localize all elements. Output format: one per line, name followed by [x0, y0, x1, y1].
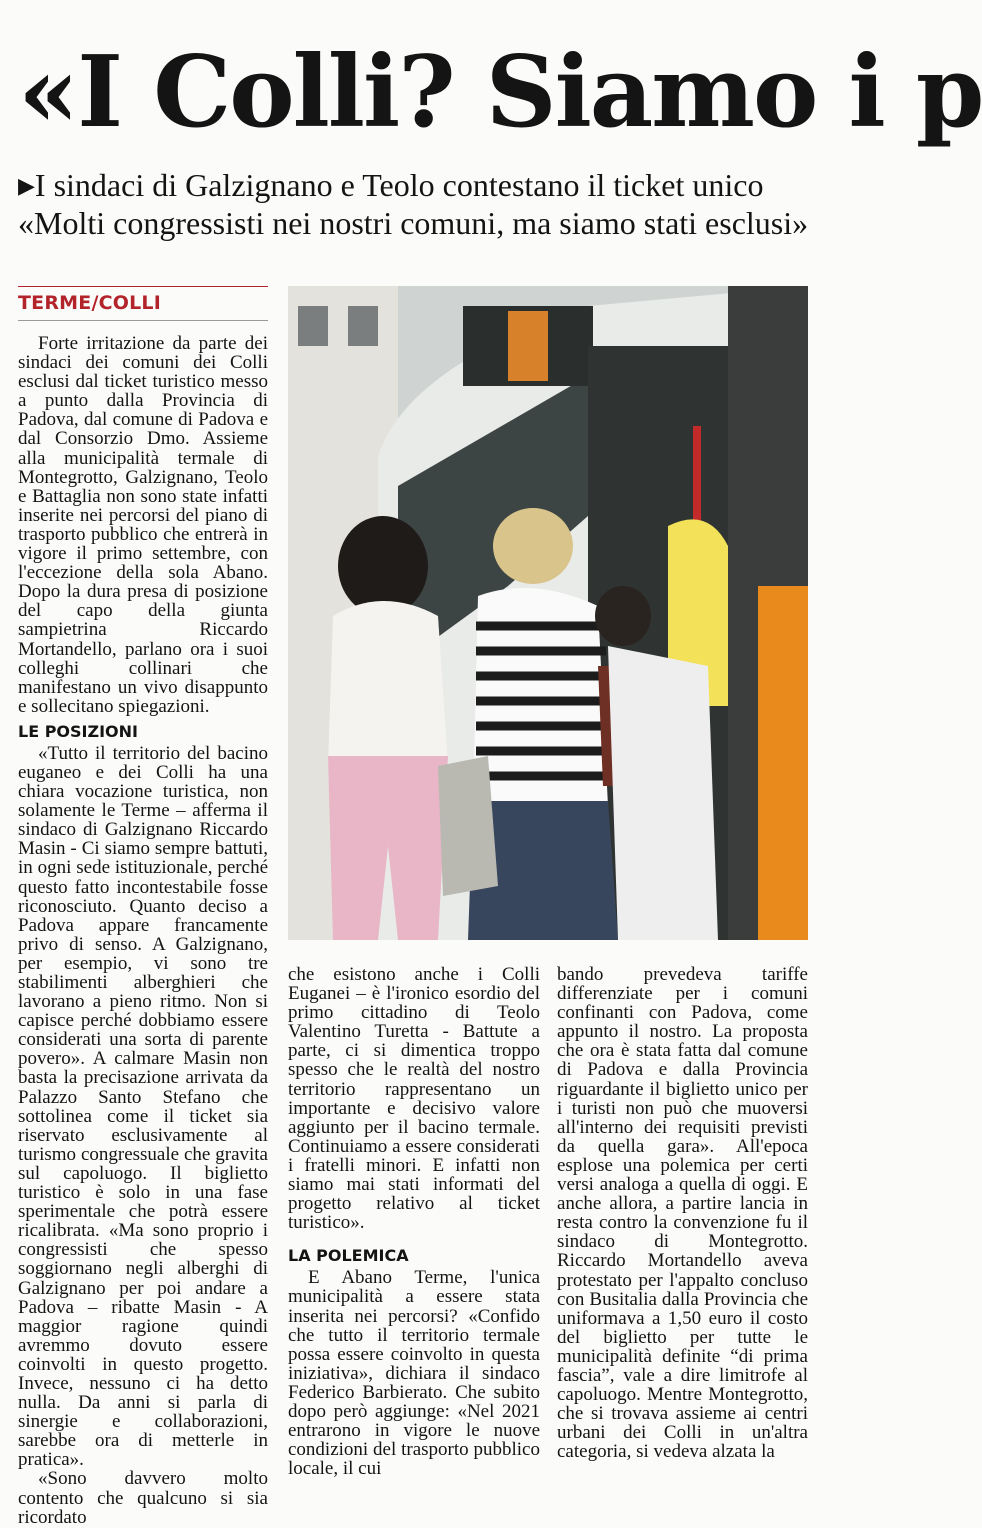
triangle-right-icon: ▶: [18, 173, 35, 198]
subheading-le-posizioni: LE POSIZIONI: [18, 721, 138, 741]
paragraph: che esistono anche i Colli Euganei – è l'ironico esordio del primo cittadino di Teolo Valentino Turetta - Battute a parte, ci si dimentica troppo spesso che le realtà del nostro territorio rappresentano un importante e decisivo valore aggiunto per il bacino termale. Continuiamo a essere considerati i fratelli minori. E infatti non siamo mai stati informati del progetto relativo al ticket turistico».: [288, 964, 540, 1234]
article-column-2: [288, 965, 540, 1478]
paragraph: Forte irritazione da parte dei sindaci dei comuni dei Colli esclusi dal ticket turistico messo a punto dalla Provincia di Padova, dal comune di Padova e dal Consorzio Dmo. Assieme alla municipalità termale di Montegrotto, Galzignano, Teolo e Battaglia non sono state infatti inserite nei percorsi del piano di trasporto pubblico che entrerà in vigore il primo settembre, con l'eccezione della sola Abano. Dopo la dura presa di posizione del capo della giunta sampietrina Riccardo Mortandello, parlano ora i suoi colleghi collinari che manifestano un vivo disappunto e sollecitano spiegazioni.: [18, 333, 268, 717]
paragraph: E Abano Terme, l'unica municipalità a essere stata inserita nei percorsi? «Confido che tutto il territorio termale possa essere coinvolto in questa iniziativa», dichiara il sindaco Federico Barbierato. Che subito dopo però aggiunge: «Nel 2021 entrarono in vigore le nuove condizioni del trasporto pubblico locale, il cui: [288, 1267, 540, 1480]
subheadline-1: [18, 166, 763, 208]
paragraph: «Sono davvero molto contento che qualcuno si sia ricordato: [18, 1468, 268, 1528]
subheadline-1-text: I sindaci di Galzignano e Teolo contestano il ticket unico: [34, 167, 764, 203]
section-rule: [18, 320, 268, 321]
section-top-rule: [18, 286, 268, 287]
paragraph: bando prevedeva tariffe differenziate per i comuni confinanti con Padova, come appunto il nostro. La proposta che ora è stata fatta dal comune di Padova e dalla Provincia riguardante il biglietto unico per i turisti non può che muoversi all'interno dei requisiti previsti da quella gara». All'epoca esplose una polemica per certi versi analoga a quella di oggi. E anche allora, a partire lancia in resta contro la convenzione fu il sindaco di Montegrotto. Riccardo Mortandello aveva protestato per l'appalto concluso con Busitalia dalla Provincia che uniformava a 1,50 euro il costo del biglietto per tutte le municipalità definite “di prima fascia”, vale a dire limitrofe al capoluogo. Mentre Montegrotto, che si trovava assieme ai centri urbani dei Colli in un'altra categoria, si vedeva alzata la: [557, 964, 808, 1463]
article-photo: [288, 286, 808, 940]
subheadline-2: «Molti congressisti nei nostri comuni, ma siamo stati esclusi»: [18, 205, 809, 241]
paragraph: «Tutto il territorio del bacino euganeo e dei Colli ha una chiara vocazione turistica, non solamente le Terme – afferma il sindaco di Galzignano Riccardo Masin - Ci siamo sempre battuti, in ogni sede istituzionale, perché questo fatto incontestabile fosse riconosciuto. Quanto deciso a Padova appare francamente privo di senso. A Galzignano, per esempio, vi sono tre stabilimenti alberghieri che lavorano a pieno ritmo. Non si capisce perché dobbiamo essere considerati una sorta di parente povero». A calmare Masin non basta la precisazione arrivata da Palazzo Santo Stefano che sottolinea come il ticket sia riservato esclusivamente al turismo congressuale che gravita sul capoluogo. Il biglietto turistico è solo in una fase sperimentale che potrà essere ricalibrata. «Ma sono proprio i congressisti che spesso soggiornano negli alberghi di Galzignano per poi andare a Padova – ribatte Masin - A maggior ragione quindi avremmo dovuto essere coinvolti in questo progetto. Invece, nessuno ci ha detto nulla. Da anni si parla di sinergie e collaborazioni, sarebbe ora di metterle in pratica».: [18, 742, 268, 1471]
subheading-la-polemica: LA POLEMICA: [288, 1246, 409, 1266]
article-column-3: [557, 965, 808, 1461]
article-column-1: [18, 334, 268, 1527]
headline: «I Colli? Siamo i p: [18, 35, 982, 150]
section-label: TERME/COLLI: [18, 292, 161, 314]
